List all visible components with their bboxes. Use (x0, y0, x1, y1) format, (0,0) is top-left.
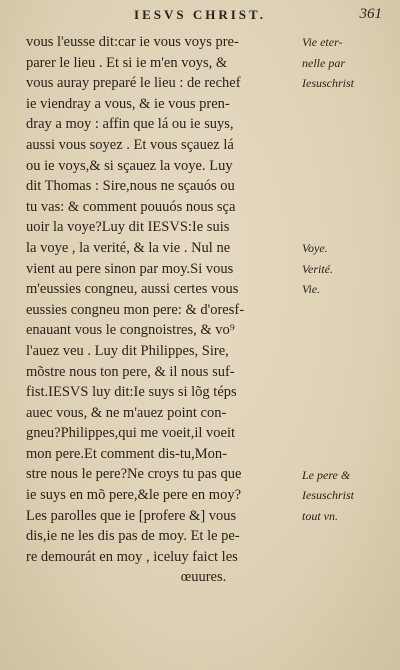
text-line: Les parolles que ie [profere &] vous (26, 507, 237, 524)
text-line: vous l'eusse dit:car ie vous voys pre- (26, 34, 239, 50)
text-line: ie suys en mõ pere,&le pere en moy? (26, 487, 242, 504)
text-line: fist.IESVS luy dit:Ie suys si lõg téps (26, 384, 237, 401)
margin-note: Le pere & (302, 467, 351, 482)
text-line: stre nous le pere?Ne croys tu pas que (26, 466, 242, 483)
text-line: dit Thomas : Sire,nous ne sçauós ou (26, 178, 235, 195)
margin-note: Voye. (302, 241, 328, 255)
margin-note: tout vn. (302, 508, 338, 523)
text-line: uoir la voye?Luy dit IESVS:Ie suis (26, 219, 230, 236)
text-line: re demourát en moy , iceluy faict les (26, 548, 238, 565)
running-title: IESVS CHRIST. (134, 7, 266, 22)
text-line: mõstre nous ton pere, & il nous suf- (26, 363, 235, 380)
text-line: la voye , la verité, & la vie . Nul ne (26, 239, 231, 256)
text-line: l'auez veu . Luy dit Philippes, Sire, (26, 342, 229, 359)
text-line: tu vas: & comment pouuós nous sça (26, 198, 236, 215)
margin-note: Iesuschrist (302, 76, 354, 91)
page-number: 361 (359, 6, 382, 22)
text-line: mon pere.Et comment dis-tu,Mon- (26, 445, 227, 462)
body-text (26, 32, 321, 588)
page-header (0, 5, 400, 27)
margin-note: Iesuschrist (302, 488, 354, 503)
text-line: m'eussies congneu, aussi certes vous (26, 281, 239, 298)
text-line: dis,ie ne les dis pas de moy. Et le pe- (26, 528, 240, 545)
text-line: dray a moy : affin que lá ou ie suys, (26, 116, 234, 133)
text-line: enauant vous le congnoistres, & vo⁹ (26, 322, 235, 339)
text-line: aussi vous soyez . Et vous sçauez lá (26, 136, 234, 153)
text-line: vient au pere sinon par moy.Si vous (26, 260, 234, 277)
text-line: ie viendray a vous, & ie vous pren- (26, 95, 230, 112)
margin-note: Verité. (302, 261, 333, 276)
text-line: parer le lieu . Et si ie m'en voys, & (26, 54, 228, 71)
text-line: ou ie voys,& si sçauez la voye. Luy (26, 157, 233, 174)
margin-note: nelle par (302, 55, 345, 70)
text-line: auec vous, & ne m'auez point con- (26, 404, 227, 421)
text-line: vous auray preparé le lieu : de rechef (26, 75, 241, 92)
margin-note: Vie. (302, 282, 321, 297)
text-line: œuures. (180, 569, 227, 586)
margin-note: Vie eter- (302, 35, 343, 49)
text-line: gneu?Philippes,qui me voeit,il voeit (26, 425, 236, 442)
text-line: eussies congneu mon pere: & d'oresf- (26, 301, 245, 318)
